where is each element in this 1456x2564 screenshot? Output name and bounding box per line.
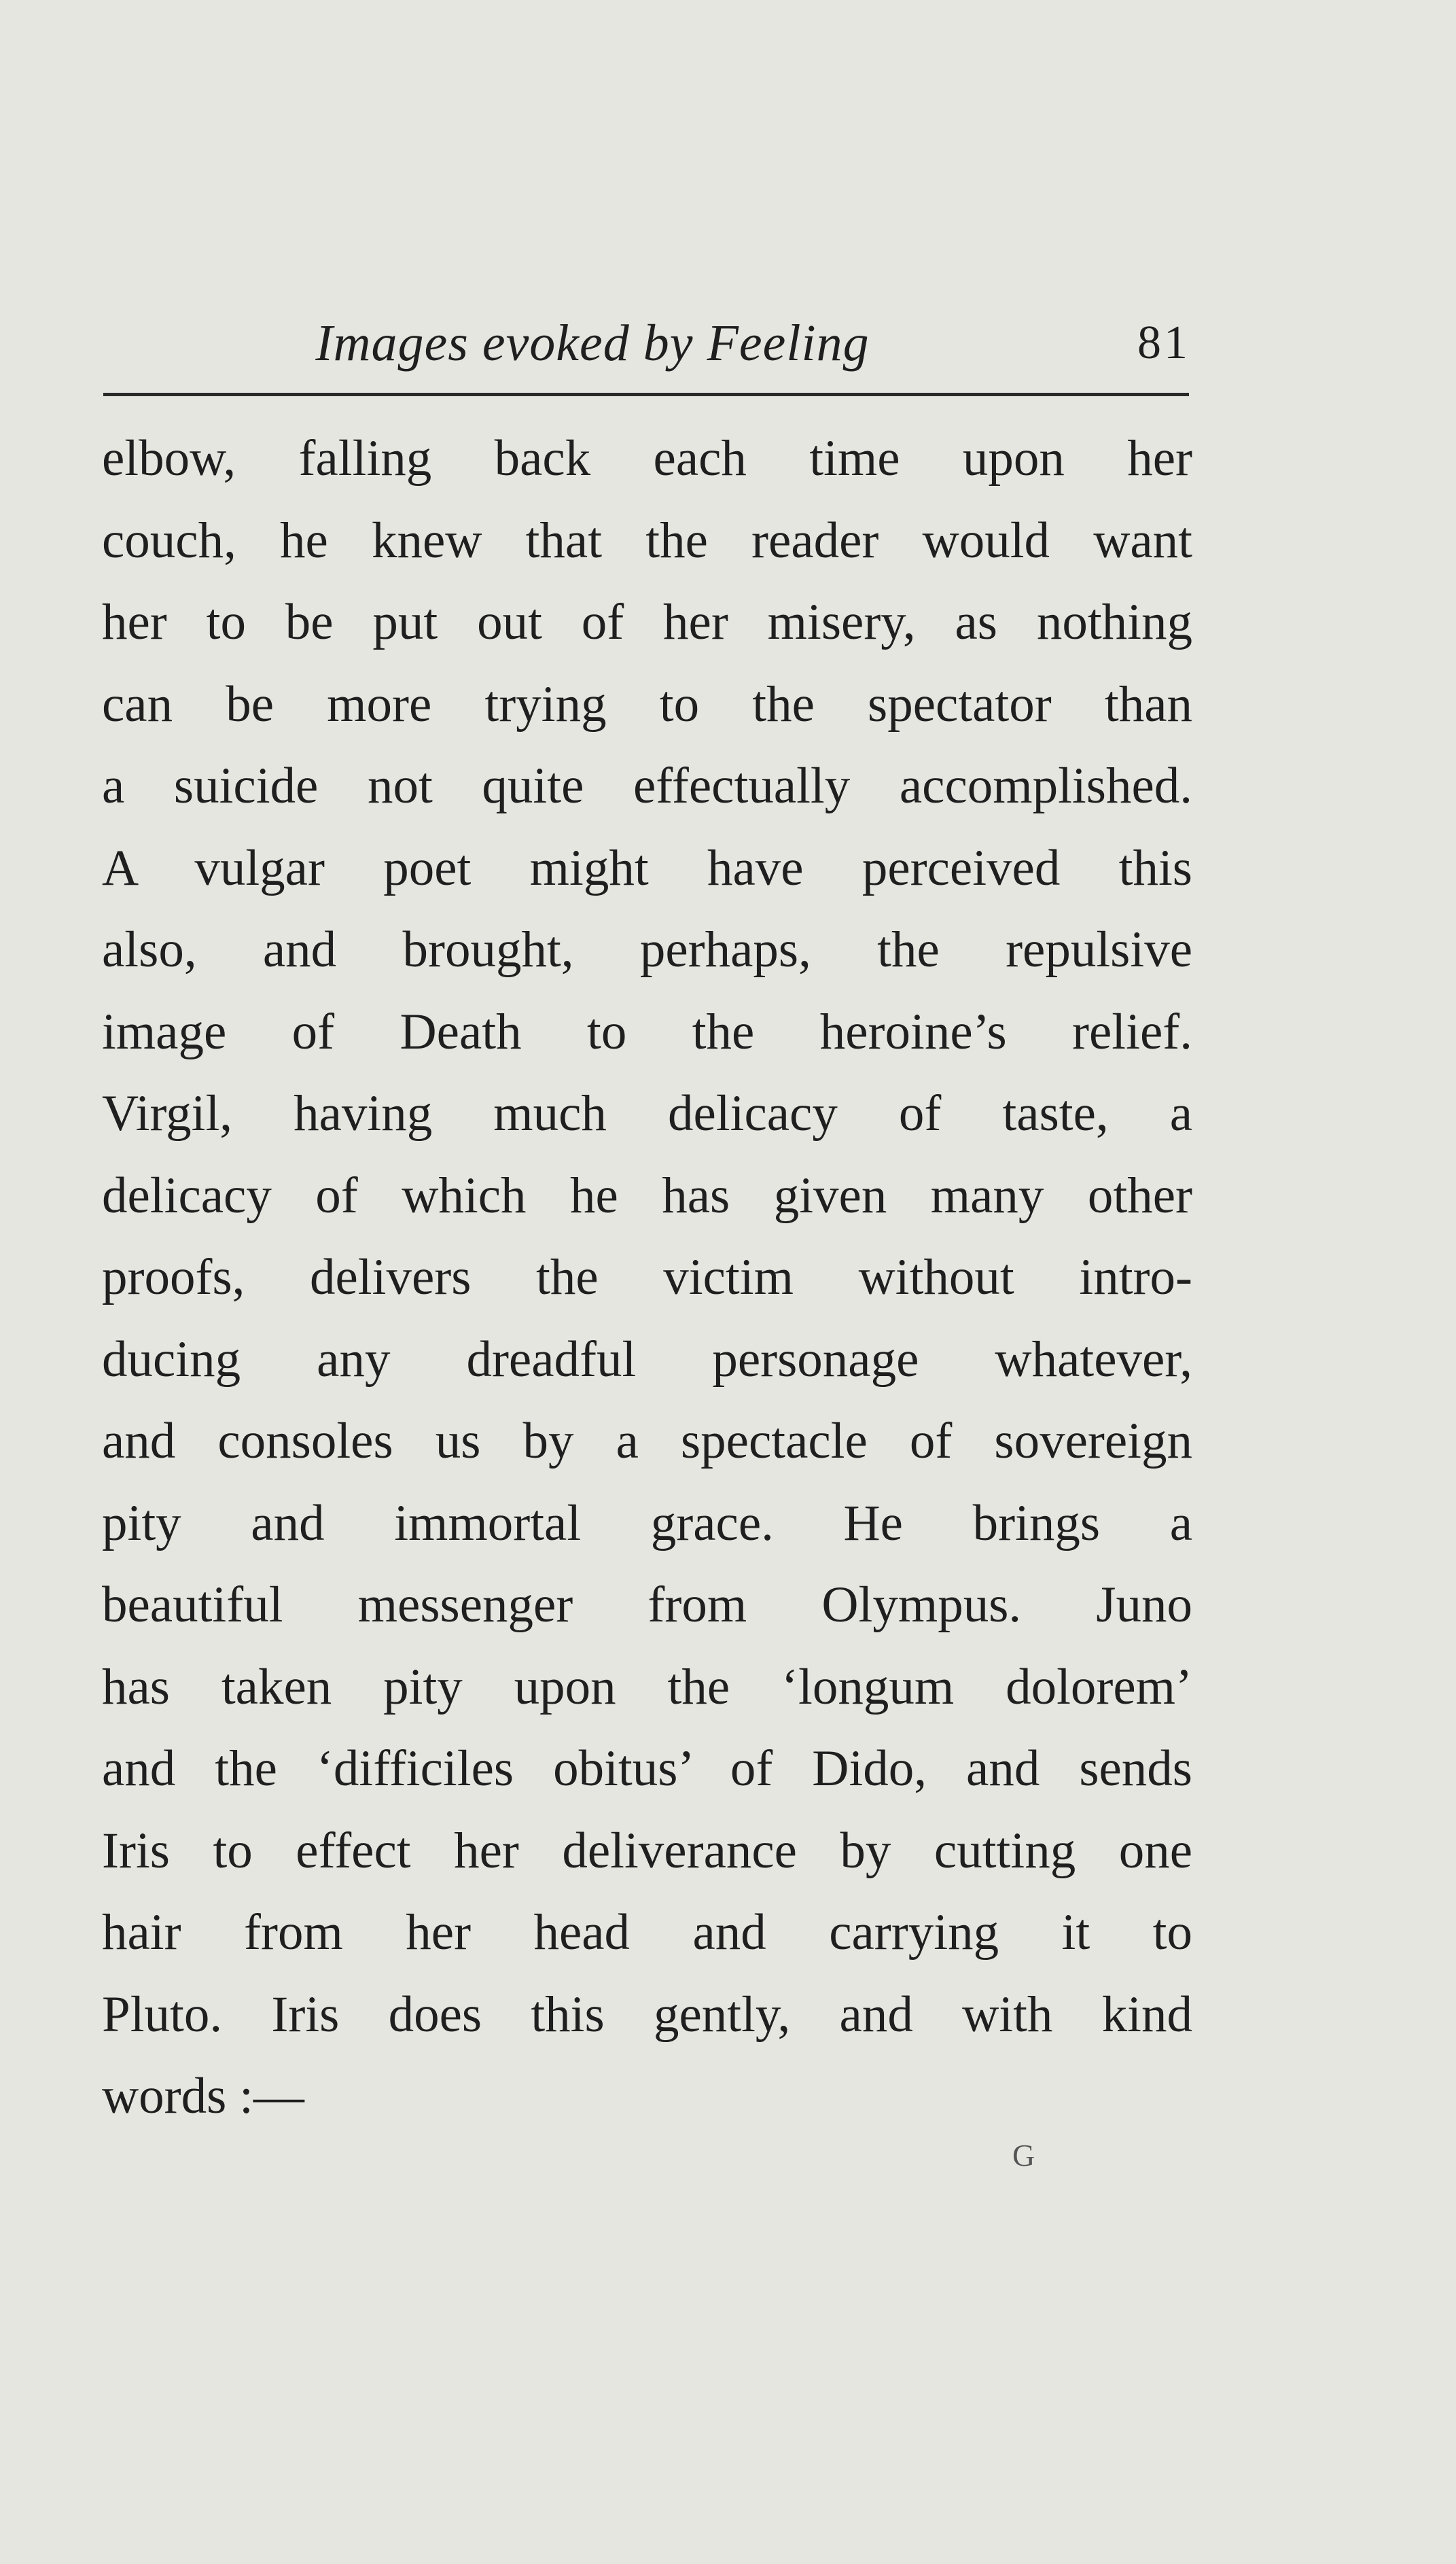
text-line: proofs, delivers the victim without intro- <box>102 1249 1192 1305</box>
text-line: and consoles us by a spectacle of sovereign <box>102 1413 1192 1469</box>
text-line: a suicide not quite effectually accomplished. <box>102 758 1192 814</box>
text-line: ducing any dreadful personage whatever, <box>102 1331 1192 1388</box>
text-line: and the ‘difficiles obitus’ of Dido, and sends <box>102 1740 1192 1797</box>
page-number: 81 <box>1137 317 1190 369</box>
text-line: A vulgar poet might have perceived this <box>102 839 1192 896</box>
text-line: hair from her head and carrying it to <box>102 1904 1192 1961</box>
text-line: also, and brought, perhaps, the repulsive <box>102 921 1192 978</box>
text-line: Iris to effect her deliverance by cutting one <box>102 1822 1192 1879</box>
text-line: elbow, falling back each time upon her <box>102 430 1192 487</box>
signature-mark: G <box>1012 2138 1035 2173</box>
text-line: her to be put out of her misery, as nothing <box>102 594 1192 650</box>
running-head <box>103 302 1190 384</box>
text-line: image of Death to the heroine’s relief. <box>102 1003 1192 1060</box>
text-line: pity and immortal grace. He brings a <box>102 1494 1192 1551</box>
running-title: Images evoked by Feeling <box>315 315 870 372</box>
text-line: couch, he knew that the reader would want <box>102 512 1192 569</box>
text-line: Virgil, having much delicacy of taste, a <box>102 1085 1192 1142</box>
text-line: has taken pity upon the ‘longum dolorem’ <box>102 1658 1192 1715</box>
header-rule <box>103 393 1189 396</box>
body-text <box>102 418 1192 2138</box>
text-line: delicacy of which he has given many other <box>102 1167 1192 1224</box>
text-line: beautiful messenger from Olympus. Juno <box>102 1577 1192 1633</box>
text-line: Pluto. Iris does this gently, and with kind <box>102 1986 1192 2043</box>
text-line: words :— <box>102 2068 304 2124</box>
text-line: can be more trying to the spectator than <box>102 675 1192 733</box>
